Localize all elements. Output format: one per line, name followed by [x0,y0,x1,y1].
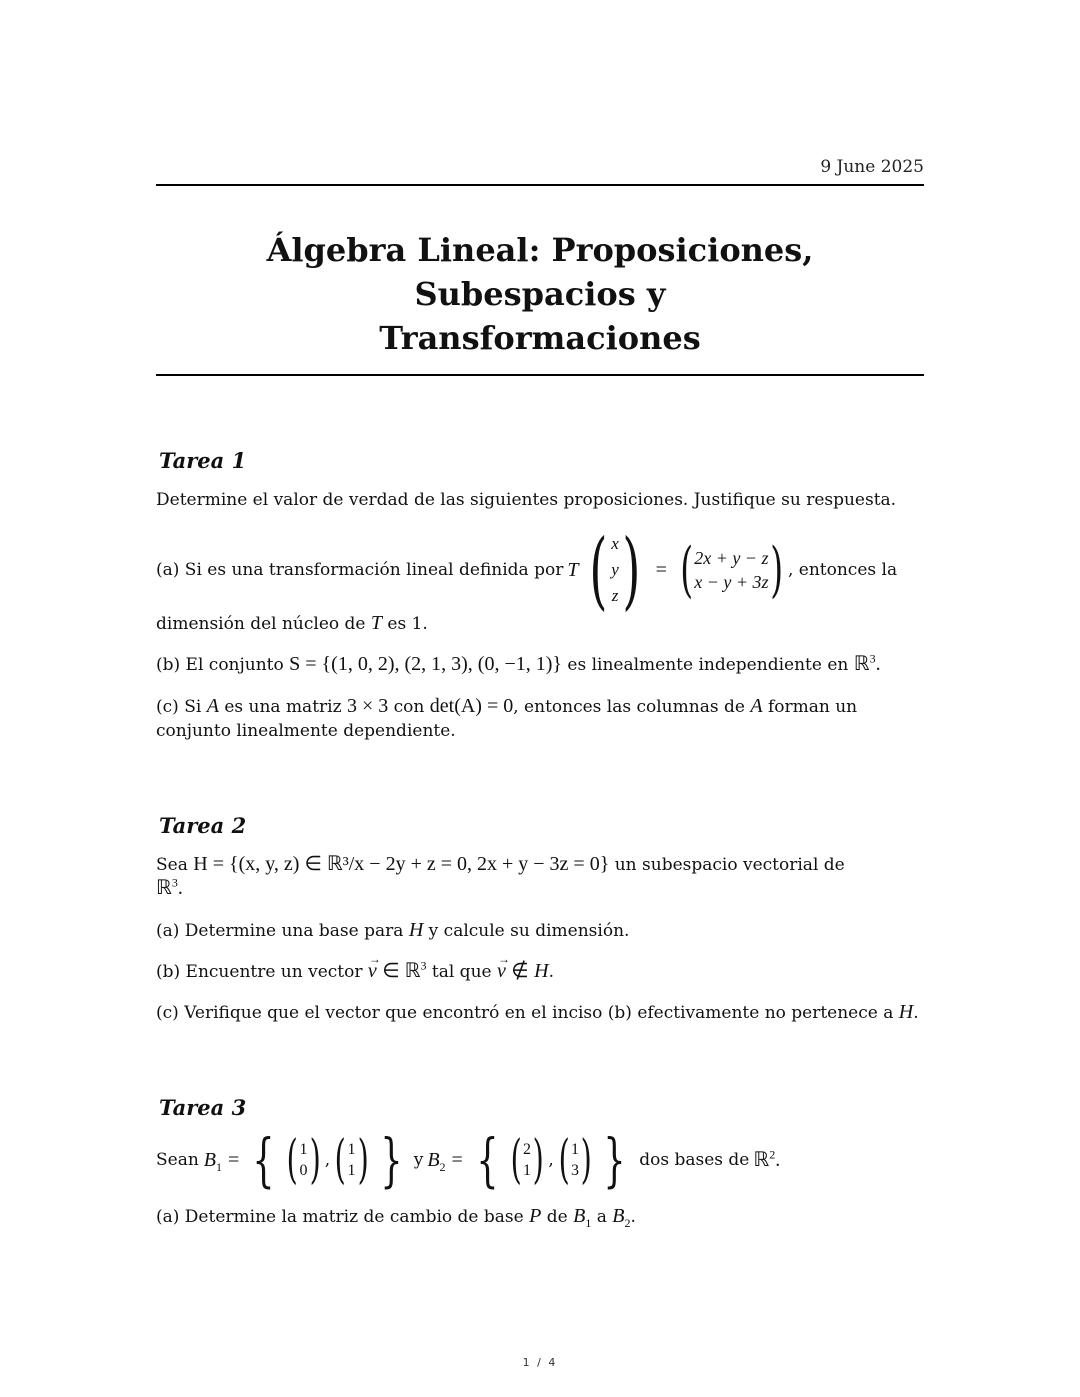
task2-set-def: H = {(x, y, z) ∈ ℝ³/x − 2y + z = 0, 2x + y − 3z = 0} [193,853,610,875]
header-rule [156,184,924,186]
task2-a-post: y calcule su dimensión. [428,921,630,941]
page-number: 1 / 4 [522,1356,558,1369]
task3-and: y [413,1150,424,1170]
task2-c: (c) Verifique que el vector que encontró en el inciso (b) efectivamente no pertenece a H. [156,1001,919,1023]
task1-b-suffix: es linealmente independiente en [567,655,849,675]
date: 9 June 2025 [820,157,924,177]
task2-a-pre: (a) Determine una base para [156,921,404,941]
task2-b-pre: (b) Encuentre un vector [156,962,363,982]
task1-a-cont-post: es 1. [387,614,428,634]
task1-c-line2: conjunto linealmente dependiente. [156,721,456,741]
task2-c-pre: (c) Verifique que el vector que encontró en el inciso (b) efectivamente no pertenece a [156,1003,894,1023]
input-vector: ( x y z ) [589,521,641,619]
task1-a: (a) Si es una transformación lineal definida por T ( x y z ) = ( 2x + y − z x − y + 3z ) , entonces la [156,521,898,619]
document-title [156,228,924,360]
task1-b-prefix: (b) El conjunto [156,655,284,675]
task2-intro-pre: Sea [156,855,188,875]
task2-intro [156,852,926,877]
task3-a-mid2: a [596,1207,607,1227]
task2-a: (a) Determine una base para H y calcule su dimensión. [156,919,630,941]
task1-a-prefix: (a) Si es una transformación lineal definida por [156,560,564,580]
task2-b: (b) Encuentre un vector v → ∈ ℝ$^3$ tal que v → ∉ H. [156,952,554,982]
task3-a: (a) Determine la matriz de cambio de base P de $B_1$ a $B_2$. [156,1205,636,1230]
task1-a-suffix: , entonces la [787,560,898,580]
task2-intro-post: un subespacio vectorial de [614,855,845,875]
task1-c-end: forman un [767,697,858,717]
task1-c-mid2: con [393,697,425,717]
task3-heading: Tarea 3 [159,1095,247,1120]
output-vector: ( 2x + y − z x − y + 3z ) [680,535,783,605]
title-line-1: Álgebra Lineal: Proposiciones, Subespacios y [266,231,814,313]
task3-intro: Sean $B_1$ = { ( 1 0 ) , ( 1 1 ) } y $B_2$ = { ( 2 1 ) , ( 1 3 ) } dos bases de ℝ$^2$. [156,1126,781,1194]
task3-a-pre: (a) Determine la matriz de cambio de base [156,1207,524,1227]
task2-heading: Tarea 2 [159,813,247,838]
task1-c-prefix: (c) Si [156,697,202,717]
task1-c-dim: 3 × 3 [346,695,389,717]
task1-c-det: det(A) = 0 [429,695,514,717]
task3-intro-post: dos bases de [639,1150,750,1170]
task1-b-set: S = {(1, 0, 2), (2, 1, 3), (0, −1, 1)} [289,653,562,675]
task1-a-cont-pre: dimensión del núcleo de [156,614,366,634]
task3-intro-pre: Sean [156,1150,199,1170]
task2-b-mid: tal que [431,962,492,982]
task1-intro: Determine el valor de verdad de las siguientes proposiciones. Justifique su respuesta. [156,490,897,510]
task1-c-mid1: es una matriz [224,697,342,717]
task3-a-mid: de [546,1207,568,1227]
task1-c-mid3: , entonces las columnas de [513,697,745,717]
task2-intro-line2: ℝ$^3$. [156,875,183,899]
task1-heading: Tarea 1 [159,448,247,473]
title-rule [156,374,924,376]
title-line-2: Transformaciones [379,319,701,357]
task1-c: (c) Si A es una matriz 3 × 3 con det(A) = 0, entonces las columnas de A forman un [156,695,858,717]
task1-a-cont: dimensión del núcleo de T es 1. [156,612,428,634]
task1-b: (b) El conjunto S = {(1, 0, 2), (2, 1, 3), (0, −1, 1)} es linealmente independiente en ℝ$^3$. [156,651,881,675]
